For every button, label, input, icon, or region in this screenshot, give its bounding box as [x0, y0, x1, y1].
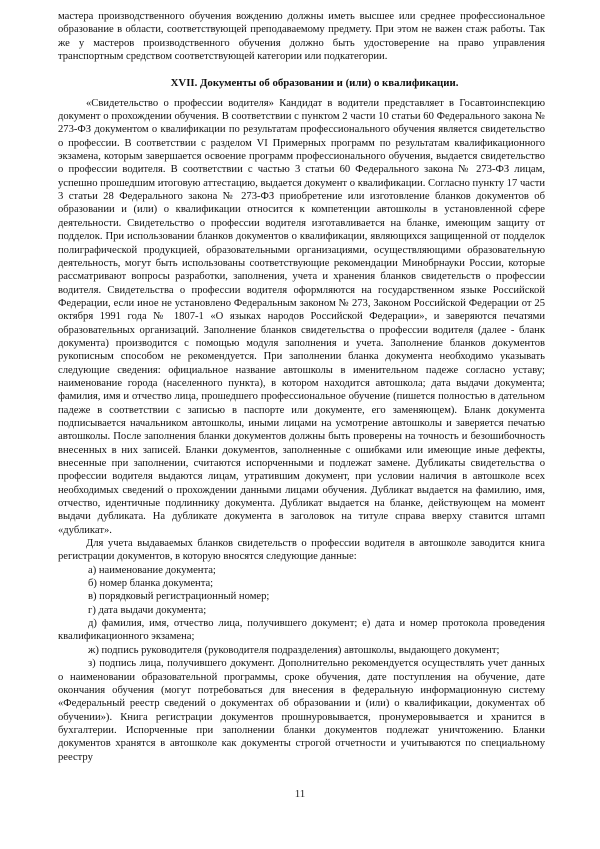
section-heading: XVII. Документы об образовании и (или) о квалификации.	[170, 77, 459, 90]
list-item: ж) подпись руководителя (руководителя подразделения) автошколы, выдающего документ;	[88, 644, 500, 656]
certificate-paragraph: «Свидетельство о профессии водителя» Кандидат в водители представляет в Госавтоинспекцию документ о прохождении обучения. В соответствии с пунктом 2 части 10 статьи 60 Федерального закона № 273-ФЗ документом о квалификации по результатам профессионального обучения является свидетельство о профессии. В соответствии с разделом VI Примерных программ по результатам квалификационного экзамена, которым завершается освоение программ профессионального обучения, выдается свидетельство о профессии водителя. В соответствии с частью 3 статьи 60 Федерального закона № 273-ФЗ лицам, успешно прошедшим итоговую аттестацию, выдается документ о квалификации. Согласно пункту 17 части 3 статьи 28 Федерального закона № 273-ФЗ приобретение или изготовление бланков документов об образовании и (или) о квалификации относится к компетенции автошколы в установленной сфере деятельности. Свидетельство о профессии водителя изготавливается на бланке, имеющим защиту от подделок. При использовании бланков документов о квалификации, являющихся защищенной от подделок полиграфической продукцией, образовательными организациями, осуществляющими образовательную деятельность, могут быть использованы соответствующие рекомендации Минобрнауки России, которые рассматривают вопросы разработки, заполнения, учета и хранения бланков свидетельств о профессии водителя. Свидетельства о профессии водителя оформляются на государственном языке Российской Федерации, если иное не установлено Федеральным законом № 273, Законом Российской Федерации от 25 октября 1991 года № 1807-1 «О языках народов Российской Федерации», и заверяются печатями образовательных организаций. Заполнение бланков свидетельства о профессии водителя (далее - бланк документа) производится с помощью модуля заполнения и учета. Заполнение бланков документов рукописным способом не рекомендуется. При заполнении бланка документа необходимо указывать следующие сведения: официальное название автошколы в именительном падеже согласно уставу; наименование города (населенного пункта), в котором находится автошкола; дата выдачи документа; фамилия, имя и отчество лица, прошедшего профессиональное обучение (пишется полностью в дательном падеже в соответствии с записью в паспорте или документе, его заменяющем). Бланк документа подписывается начальником автошколы, иными лицами на усмотрение автошколы и заверяется печатью автошколы. После заполнения бланки документов должны быть проверены на точность и безошибочность внесенных в них записей. Бланки документов, заполненные с ошибками или имеющие иные дефекты, внесенные при заполнении, считаются испорченными и подлежат замене. Дубликаты свидетельства о профессии водителя выдаются лицам, утратившим документ, при условии наличия в автошколе всех необходимых сведений о прохождении данными лицами обучения. Дубликат выдается на фамилию, имя, отчество, идентичные подлиннику документа. Дубликат выдается на бланке, действующем на момент выдачи дубликата. На дубликате документа в заголовок на титуле справа вверху ставится штамп «дубликат».	[58, 97, 545, 536]
list-item: з) подпись лица, получившего документ. Дополнительно рекомендуется осуществлять учет данных о наименовании образовательной программы, сроке обучения, дате поступления на обучение, дате окончания обучения (могут потребоваться для внесения в федеральную информационную систему «Федеральный реестр сведений о документах об образовании и (или) о квалификации, документах об обучении»). Книга регистрации документов прошнуровывается, пронумеровывается и хранится в бухгалтерии. Испорченные при заполнении бланки документов подлежат уничтожению. Бланки документов хранятся в автошколе как документы строгой отчетности и учитываются по специальному реестру	[58, 658, 545, 763]
list-item: д) фамилия, имя, отчество лица, получившего документ; е) дата и номер протокола проведения квалификационного экзамена;	[58, 618, 545, 643]
registration-book-paragraph: Для учета выдаваемых бланков свидетельств о профессии водителя в автошколе заводится книга регистрации документов, в которую вносятся следующие данные:	[58, 538, 545, 563]
intro-paragraph: мастера производственного обучения вождению должны иметь высшее или среднее профессиональное образование в области, соответствующей преподаваемому предмету. При этом не важен стаж работы. Так же у мастеров производственного обучения должно быть удостоверение на право управления транспортным средством соответствующей категории или подкатегории.	[58, 11, 545, 63]
list-item: а) наименование документа;	[88, 564, 216, 576]
list-item: в) порядковый регистрационный номер;	[88, 591, 270, 603]
document-body	[58, 10, 545, 764]
page-number: 11	[294, 788, 306, 800]
list-item: г) дата выдачи документа;	[88, 604, 207, 616]
list-item: б) номер бланка документа;	[88, 578, 214, 590]
